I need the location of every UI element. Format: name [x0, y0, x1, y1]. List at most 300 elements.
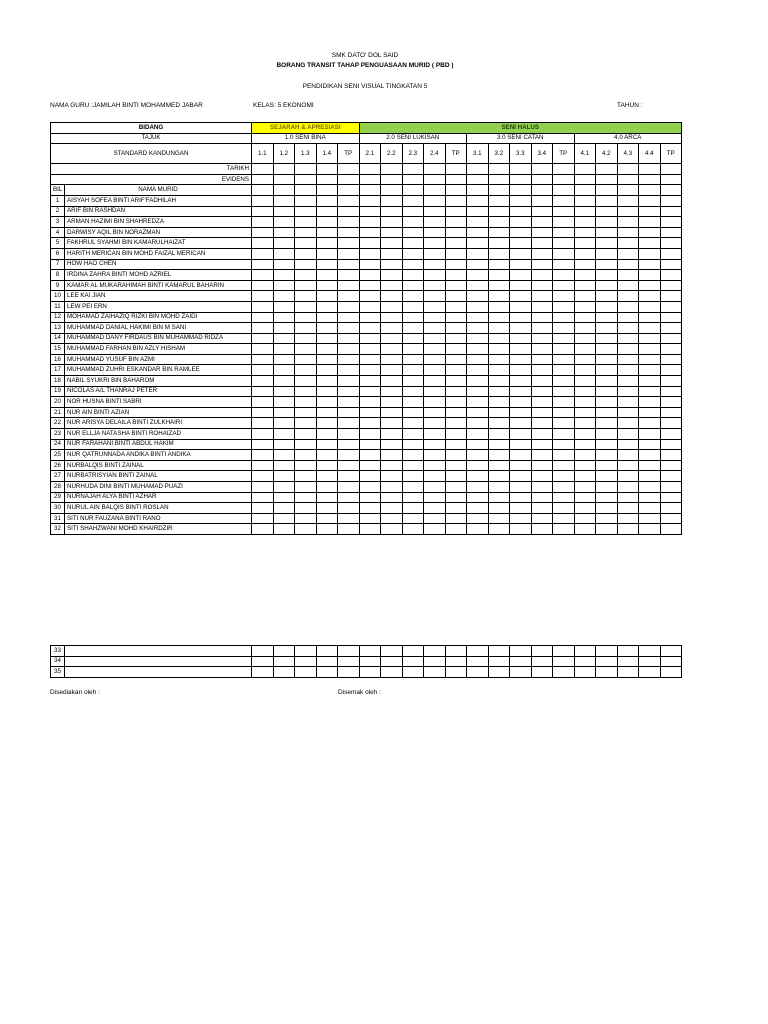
score-cell[interactable]: [381, 450, 403, 461]
evidens-cell[interactable]: [359, 174, 381, 185]
score-cell[interactable]: [252, 217, 274, 228]
score-cell[interactable]: [424, 429, 446, 440]
score-cell[interactable]: [295, 259, 317, 270]
score-cell[interactable]: [596, 482, 618, 493]
score-cell[interactable]: [510, 270, 532, 281]
score-cell[interactable]: [639, 280, 661, 291]
header-blank-cell[interactable]: [402, 185, 424, 196]
score-cell[interactable]: [338, 439, 360, 450]
score-cell[interactable]: [273, 513, 295, 524]
score-cell[interactable]: [273, 492, 295, 503]
score-cell[interactable]: [381, 238, 403, 249]
score-cell[interactable]: [531, 524, 553, 535]
score-cell[interactable]: [467, 354, 489, 365]
score-cell[interactable]: [531, 217, 553, 228]
score-cell[interactable]: [338, 238, 360, 249]
score-cell[interactable]: [273, 323, 295, 334]
score-cell[interactable]: [510, 482, 532, 493]
score-cell[interactable]: [574, 227, 596, 238]
score-cell[interactable]: [574, 471, 596, 482]
score-cell[interactable]: [295, 238, 317, 249]
score-cell[interactable]: [574, 238, 596, 249]
score-cell[interactable]: [531, 386, 553, 397]
score-cell[interactable]: [295, 248, 317, 259]
score-cell[interactable]: [488, 354, 510, 365]
score-cell[interactable]: [381, 280, 403, 291]
score-cell[interactable]: [574, 217, 596, 228]
score-cell[interactable]: [273, 439, 295, 450]
score-cell[interactable]: [553, 429, 575, 440]
evidens-cell[interactable]: [596, 174, 618, 185]
score-cell[interactable]: [381, 656, 403, 667]
score-cell[interactable]: [467, 248, 489, 259]
score-cell[interactable]: [467, 429, 489, 440]
score-cell[interactable]: [488, 503, 510, 514]
score-cell[interactable]: [316, 238, 338, 249]
score-cell[interactable]: [402, 376, 424, 387]
score-cell[interactable]: [445, 397, 467, 408]
score-cell[interactable]: [445, 376, 467, 387]
score-cell[interactable]: [402, 439, 424, 450]
score-cell[interactable]: [617, 291, 639, 302]
score-cell[interactable]: [467, 471, 489, 482]
score-cell[interactable]: [639, 667, 661, 678]
score-cell[interactable]: [381, 323, 403, 334]
score-cell[interactable]: [359, 195, 381, 206]
score-cell[interactable]: [316, 365, 338, 376]
score-cell[interactable]: [467, 407, 489, 418]
score-cell[interactable]: [445, 238, 467, 249]
student-name-blank[interactable]: [65, 656, 252, 667]
score-cell[interactable]: [510, 280, 532, 291]
score-cell[interactable]: [424, 524, 446, 535]
score-cell[interactable]: [574, 386, 596, 397]
score-cell[interactable]: [553, 365, 575, 376]
score-cell[interactable]: [424, 646, 446, 657]
score-cell[interactable]: [617, 471, 639, 482]
score-cell[interactable]: [381, 471, 403, 482]
score-cell[interactable]: [553, 259, 575, 270]
score-cell[interactable]: [660, 333, 682, 344]
score-cell[interactable]: [424, 312, 446, 323]
score-cell[interactable]: [295, 206, 317, 217]
score-cell[interactable]: [510, 397, 532, 408]
score-cell[interactable]: [639, 354, 661, 365]
score-cell[interactable]: [553, 656, 575, 667]
score-cell[interactable]: [402, 333, 424, 344]
header-blank-cell[interactable]: [660, 185, 682, 196]
score-cell[interactable]: [660, 376, 682, 387]
score-cell[interactable]: [510, 217, 532, 228]
score-cell[interactable]: [553, 513, 575, 524]
score-cell[interactable]: [402, 354, 424, 365]
score-cell[interactable]: [660, 482, 682, 493]
score-cell[interactable]: [574, 429, 596, 440]
score-cell[interactable]: [574, 492, 596, 503]
score-cell[interactable]: [359, 503, 381, 514]
score-cell[interactable]: [553, 376, 575, 387]
score-cell[interactable]: [574, 407, 596, 418]
tarikh-cell[interactable]: [252, 164, 274, 175]
score-cell[interactable]: [359, 397, 381, 408]
score-cell[interactable]: [445, 439, 467, 450]
score-cell[interactable]: [574, 195, 596, 206]
score-cell[interactable]: [359, 217, 381, 228]
score-cell[interactable]: [660, 460, 682, 471]
score-cell[interactable]: [338, 524, 360, 535]
score-cell[interactable]: [639, 312, 661, 323]
score-cell[interactable]: [252, 312, 274, 323]
score-cell[interactable]: [316, 667, 338, 678]
score-cell[interactable]: [273, 450, 295, 461]
score-cell[interactable]: [531, 646, 553, 657]
header-blank-cell[interactable]: [639, 185, 661, 196]
score-cell[interactable]: [467, 206, 489, 217]
score-cell[interactable]: [617, 429, 639, 440]
score-cell[interactable]: [295, 471, 317, 482]
score-cell[interactable]: [660, 301, 682, 312]
score-cell[interactable]: [510, 667, 532, 678]
score-cell[interactable]: [467, 656, 489, 667]
score-cell[interactable]: [424, 333, 446, 344]
score-cell[interactable]: [574, 354, 596, 365]
score-cell[interactable]: [445, 503, 467, 514]
score-cell[interactable]: [316, 280, 338, 291]
score-cell[interactable]: [252, 667, 274, 678]
score-cell[interactable]: [381, 429, 403, 440]
score-cell[interactable]: [553, 333, 575, 344]
score-cell[interactable]: [553, 386, 575, 397]
score-cell[interactable]: [531, 656, 553, 667]
score-cell[interactable]: [596, 429, 618, 440]
score-cell[interactable]: [574, 482, 596, 493]
evidens-cell[interactable]: [424, 174, 446, 185]
score-cell[interactable]: [660, 418, 682, 429]
score-cell[interactable]: [338, 471, 360, 482]
score-cell[interactable]: [531, 450, 553, 461]
score-cell[interactable]: [639, 195, 661, 206]
score-cell[interactable]: [424, 206, 446, 217]
score-cell[interactable]: [574, 291, 596, 302]
score-cell[interactable]: [639, 386, 661, 397]
score-cell[interactable]: [295, 301, 317, 312]
score-cell[interactable]: [402, 667, 424, 678]
score-cell[interactable]: [488, 656, 510, 667]
score-cell[interactable]: [596, 301, 618, 312]
score-cell[interactable]: [381, 333, 403, 344]
student-name-blank[interactable]: [65, 646, 252, 657]
score-cell[interactable]: [359, 238, 381, 249]
score-cell[interactable]: [316, 646, 338, 657]
score-cell[interactable]: [531, 460, 553, 471]
score-cell[interactable]: [402, 217, 424, 228]
score-cell[interactable]: [596, 280, 618, 291]
score-cell[interactable]: [574, 248, 596, 259]
score-cell[interactable]: [660, 439, 682, 450]
score-cell[interactable]: [531, 270, 553, 281]
score-cell[interactable]: [574, 460, 596, 471]
score-cell[interactable]: [531, 667, 553, 678]
score-cell[interactable]: [273, 354, 295, 365]
score-cell[interactable]: [531, 471, 553, 482]
score-cell[interactable]: [252, 333, 274, 344]
score-cell[interactable]: [488, 227, 510, 238]
evidens-cell[interactable]: [402, 174, 424, 185]
score-cell[interactable]: [617, 450, 639, 461]
score-cell[interactable]: [531, 291, 553, 302]
evidens-cell[interactable]: [488, 174, 510, 185]
score-cell[interactable]: [639, 248, 661, 259]
score-cell[interactable]: [531, 492, 553, 503]
score-cell[interactable]: [574, 323, 596, 334]
score-cell[interactable]: [338, 248, 360, 259]
score-cell[interactable]: [639, 270, 661, 281]
score-cell[interactable]: [445, 312, 467, 323]
score-cell[interactable]: [424, 291, 446, 302]
score-cell[interactable]: [252, 397, 274, 408]
score-cell[interactable]: [596, 450, 618, 461]
score-cell[interactable]: [488, 323, 510, 334]
score-cell[interactable]: [660, 646, 682, 657]
score-cell[interactable]: [510, 407, 532, 418]
score-cell[interactable]: [316, 259, 338, 270]
score-cell[interactable]: [617, 439, 639, 450]
score-cell[interactable]: [596, 206, 618, 217]
score-cell[interactable]: [316, 291, 338, 302]
score-cell[interactable]: [424, 376, 446, 387]
score-cell[interactable]: [553, 291, 575, 302]
score-cell[interactable]: [445, 227, 467, 238]
score-cell[interactable]: [424, 460, 446, 471]
score-cell[interactable]: [639, 513, 661, 524]
score-cell[interactable]: [273, 503, 295, 514]
score-cell[interactable]: [316, 248, 338, 259]
header-blank-cell[interactable]: [295, 185, 317, 196]
score-cell[interactable]: [424, 323, 446, 334]
score-cell[interactable]: [402, 471, 424, 482]
score-cell[interactable]: [402, 238, 424, 249]
score-cell[interactable]: [445, 323, 467, 334]
score-cell[interactable]: [295, 429, 317, 440]
score-cell[interactable]: [531, 418, 553, 429]
score-cell[interactable]: [488, 270, 510, 281]
score-cell[interactable]: [273, 524, 295, 535]
score-cell[interactable]: [359, 206, 381, 217]
score-cell[interactable]: [553, 407, 575, 418]
score-cell[interactable]: [639, 333, 661, 344]
score-cell[interactable]: [531, 376, 553, 387]
score-cell[interactable]: [553, 460, 575, 471]
score-cell[interactable]: [316, 354, 338, 365]
score-cell[interactable]: [531, 227, 553, 238]
score-cell[interactable]: [467, 376, 489, 387]
score-cell[interactable]: [295, 513, 317, 524]
score-cell[interactable]: [359, 376, 381, 387]
score-cell[interactable]: [338, 301, 360, 312]
header-blank-cell[interactable]: [316, 185, 338, 196]
score-cell[interactable]: [295, 291, 317, 302]
score-cell[interactable]: [273, 460, 295, 471]
score-cell[interactable]: [531, 248, 553, 259]
score-cell[interactable]: [574, 344, 596, 355]
score-cell[interactable]: [338, 482, 360, 493]
score-cell[interactable]: [252, 460, 274, 471]
score-cell[interactable]: [273, 646, 295, 657]
header-blank-cell[interactable]: [359, 185, 381, 196]
score-cell[interactable]: [316, 513, 338, 524]
score-cell[interactable]: [596, 354, 618, 365]
header-blank-cell[interactable]: [338, 185, 360, 196]
score-cell[interactable]: [510, 376, 532, 387]
score-cell[interactable]: [402, 312, 424, 323]
score-cell[interactable]: [617, 524, 639, 535]
score-cell[interactable]: [531, 354, 553, 365]
tarikh-cell[interactable]: [402, 164, 424, 175]
score-cell[interactable]: [639, 482, 661, 493]
score-cell[interactable]: [467, 227, 489, 238]
score-cell[interactable]: [338, 195, 360, 206]
score-cell[interactable]: [617, 195, 639, 206]
evidens-cell[interactable]: [295, 174, 317, 185]
score-cell[interactable]: [596, 333, 618, 344]
tarikh-cell[interactable]: [639, 164, 661, 175]
score-cell[interactable]: [639, 206, 661, 217]
score-cell[interactable]: [488, 301, 510, 312]
score-cell[interactable]: [639, 376, 661, 387]
score-cell[interactable]: [273, 270, 295, 281]
score-cell[interactable]: [488, 376, 510, 387]
score-cell[interactable]: [359, 227, 381, 238]
score-cell[interactable]: [596, 227, 618, 238]
score-cell[interactable]: [445, 667, 467, 678]
tarikh-cell[interactable]: [488, 164, 510, 175]
tarikh-cell[interactable]: [596, 164, 618, 175]
student-name-blank[interactable]: [65, 667, 252, 678]
score-cell[interactable]: [639, 460, 661, 471]
score-cell[interactable]: [424, 248, 446, 259]
score-cell[interactable]: [617, 248, 639, 259]
tarikh-cell[interactable]: [338, 164, 360, 175]
score-cell[interactable]: [488, 482, 510, 493]
score-cell[interactable]: [660, 503, 682, 514]
score-cell[interactable]: [467, 492, 489, 503]
score-cell[interactable]: [316, 333, 338, 344]
score-cell[interactable]: [273, 429, 295, 440]
score-cell[interactable]: [488, 386, 510, 397]
score-cell[interactable]: [338, 492, 360, 503]
score-cell[interactable]: [467, 386, 489, 397]
score-cell[interactable]: [660, 397, 682, 408]
evidens-cell[interactable]: [252, 174, 274, 185]
score-cell[interactable]: [531, 365, 553, 376]
score-cell[interactable]: [617, 270, 639, 281]
header-blank-cell[interactable]: [424, 185, 446, 196]
score-cell[interactable]: [381, 376, 403, 387]
score-cell[interactable]: [273, 418, 295, 429]
score-cell[interactable]: [402, 656, 424, 667]
score-cell[interactable]: [531, 206, 553, 217]
score-cell[interactable]: [553, 227, 575, 238]
tarikh-cell[interactable]: [273, 164, 295, 175]
score-cell[interactable]: [381, 259, 403, 270]
score-cell[interactable]: [639, 301, 661, 312]
score-cell[interactable]: [252, 344, 274, 355]
score-cell[interactable]: [338, 376, 360, 387]
score-cell[interactable]: [359, 513, 381, 524]
score-cell[interactable]: [338, 460, 360, 471]
score-cell[interactable]: [488, 195, 510, 206]
score-cell[interactable]: [660, 312, 682, 323]
score-cell[interactable]: [660, 524, 682, 535]
score-cell[interactable]: [424, 344, 446, 355]
score-cell[interactable]: [596, 439, 618, 450]
score-cell[interactable]: [445, 450, 467, 461]
score-cell[interactable]: [338, 217, 360, 228]
score-cell[interactable]: [617, 301, 639, 312]
score-cell[interactable]: [316, 450, 338, 461]
score-cell[interactable]: [488, 206, 510, 217]
score-cell[interactable]: [553, 195, 575, 206]
score-cell[interactable]: [445, 513, 467, 524]
score-cell[interactable]: [316, 418, 338, 429]
score-cell[interactable]: [596, 238, 618, 249]
score-cell[interactable]: [639, 418, 661, 429]
score-cell[interactable]: [252, 376, 274, 387]
score-cell[interactable]: [273, 301, 295, 312]
score-cell[interactable]: [510, 248, 532, 259]
score-cell[interactable]: [295, 217, 317, 228]
score-cell[interactable]: [295, 280, 317, 291]
score-cell[interactable]: [553, 450, 575, 461]
score-cell[interactable]: [617, 354, 639, 365]
tarikh-cell[interactable]: [553, 164, 575, 175]
score-cell[interactable]: [467, 280, 489, 291]
score-cell[interactable]: [596, 270, 618, 281]
score-cell[interactable]: [488, 492, 510, 503]
score-cell[interactable]: [660, 259, 682, 270]
score-cell[interactable]: [639, 407, 661, 418]
score-cell[interactable]: [252, 238, 274, 249]
score-cell[interactable]: [617, 407, 639, 418]
score-cell[interactable]: [510, 524, 532, 535]
score-cell[interactable]: [553, 312, 575, 323]
score-cell[interactable]: [531, 301, 553, 312]
score-cell[interactable]: [596, 656, 618, 667]
score-cell[interactable]: [617, 365, 639, 376]
score-cell[interactable]: [359, 439, 381, 450]
score-cell[interactable]: [510, 195, 532, 206]
score-cell[interactable]: [510, 301, 532, 312]
score-cell[interactable]: [424, 471, 446, 482]
score-cell[interactable]: [467, 217, 489, 228]
score-cell[interactable]: [488, 450, 510, 461]
score-cell[interactable]: [445, 195, 467, 206]
score-cell[interactable]: [381, 291, 403, 302]
score-cell[interactable]: [402, 386, 424, 397]
score-cell[interactable]: [445, 206, 467, 217]
score-cell[interactable]: [381, 301, 403, 312]
score-cell[interactable]: [338, 407, 360, 418]
score-cell[interactable]: [359, 407, 381, 418]
score-cell[interactable]: [252, 429, 274, 440]
score-cell[interactable]: [617, 460, 639, 471]
score-cell[interactable]: [639, 323, 661, 334]
score-cell[interactable]: [359, 301, 381, 312]
score-cell[interactable]: [639, 238, 661, 249]
score-cell[interactable]: [660, 217, 682, 228]
score-cell[interactable]: [639, 227, 661, 238]
score-cell[interactable]: [273, 206, 295, 217]
